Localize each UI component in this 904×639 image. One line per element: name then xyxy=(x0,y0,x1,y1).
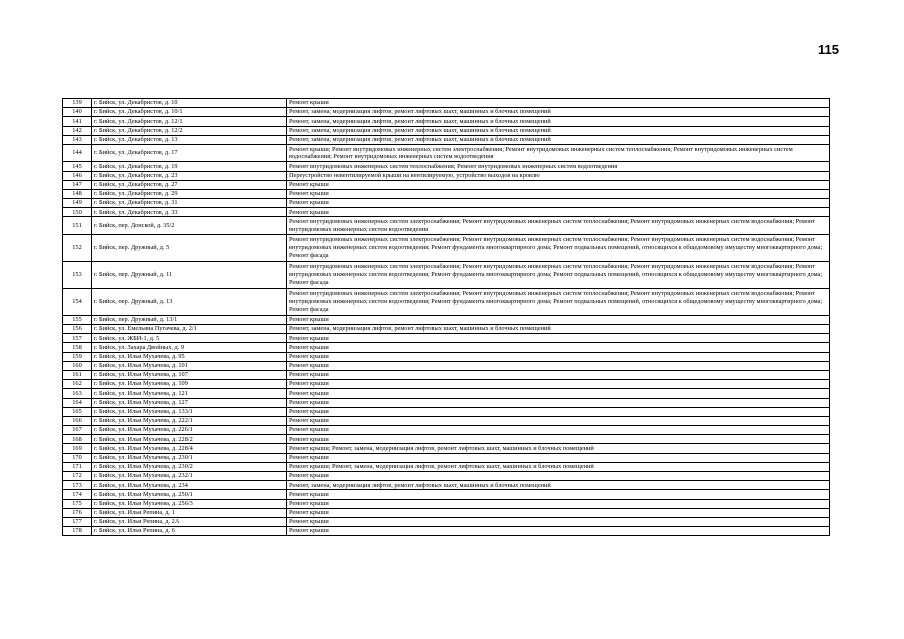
row-number-cell: 145 xyxy=(63,162,92,171)
address-cell: г. Бийск, ул. Ильи Мухачева, д. 228/2 xyxy=(92,435,287,444)
address-cell: г. Бийск, ул. Ильи Мухачева, д. 107 xyxy=(92,370,287,379)
work-type-cell: Ремонт, замена, модернизация лифтов, ремонт лифтовых шахт, машинных и блочных помещений xyxy=(287,117,830,126)
row-number-cell: 160 xyxy=(63,361,92,370)
address-cell: г. Бийск, ул. Ильи Мухачева, д. 133/1 xyxy=(92,407,287,416)
row-number-cell: 148 xyxy=(63,189,92,198)
table-row xyxy=(63,481,830,490)
table-row xyxy=(63,171,830,180)
table-row xyxy=(63,389,830,398)
table-row xyxy=(63,407,830,416)
row-number-cell: 142 xyxy=(63,126,92,135)
address-cell: г. Бийск, ул. Ильи Мухачева, д. 101 xyxy=(92,361,287,370)
table-row xyxy=(63,343,830,352)
table-row xyxy=(63,234,830,261)
address-cell: г. Бийск, ул. Ильи Репина, д. 2А xyxy=(92,517,287,526)
address-cell: г. Бийск, ул. Декабристов, д. 12/2 xyxy=(92,126,287,135)
row-number-cell: 156 xyxy=(63,325,92,334)
row-number-cell: 175 xyxy=(63,499,92,508)
table-row xyxy=(63,352,830,361)
address-cell: г. Бийск, ул. Декабристов, д. 31 xyxy=(92,199,287,208)
table-row xyxy=(63,261,830,288)
address-cell: г. Бийск, пер. Дружный, д. 13/1 xyxy=(92,315,287,324)
address-cell: г. Бийск, ул. Ильи Мухачева, д. 109 xyxy=(92,380,287,389)
table-row xyxy=(63,144,830,161)
work-type-cell: Ремонт крыши xyxy=(287,453,830,462)
address-cell: г. Бийск, ул. Ильи Мухачева, д. 127 xyxy=(92,398,287,407)
work-type-cell: Ремонт крыши xyxy=(287,189,830,198)
table-row xyxy=(63,517,830,526)
row-number-cell: 165 xyxy=(63,407,92,416)
table-row xyxy=(63,380,830,389)
work-type-cell: Ремонт крыши xyxy=(287,352,830,361)
row-number-cell: 167 xyxy=(63,426,92,435)
table-row xyxy=(63,108,830,117)
row-number-cell: 155 xyxy=(63,315,92,324)
row-number-cell: 151 xyxy=(63,217,92,234)
work-type-cell: Ремонт крыши xyxy=(287,208,830,217)
table-row xyxy=(63,453,830,462)
work-type-cell: Ремонт крыши xyxy=(287,361,830,370)
table-row xyxy=(63,315,830,324)
work-type-cell: Ремонт крыши xyxy=(287,334,830,343)
address-cell: г. Бийск, ул. Ильи Репина, д. 1 xyxy=(92,508,287,517)
work-type-cell: Ремонт, замена, модернизация лифтов, ремонт лифтовых шахт, машинных и блочных помещений xyxy=(287,481,830,490)
table-row xyxy=(63,490,830,499)
row-number-cell: 143 xyxy=(63,135,92,144)
address-cell: г. Бийск, ул. Декабристов, д. 12/1 xyxy=(92,117,287,126)
address-cell: г. Бийск, ул. Ильи Мухачева, д. 226/1 xyxy=(92,426,287,435)
address-cell: г. Бийск, ул. Декабристов, д. 27 xyxy=(92,180,287,189)
work-type-cell: Ремонт крыши xyxy=(287,99,830,108)
work-type-cell: Ремонт внутридомовых инженерных систем электроснабжения; Ремонт внутридомовых инженерных систем теплоснабжения; Ремонт внутридомовых инженерных систем водоснабжения; Ремонт внутридомовых инженерных систем водоотведения; Ремонт фундамента многоквартирного дома; Ремонт подвальных помещений, относящихся к общедомовому имуществу многоквартирного дома; Ремонт фасада xyxy=(287,234,830,261)
work-type-cell: Ремонт крыши xyxy=(287,380,830,389)
table-row xyxy=(63,508,830,517)
row-number-cell: 161 xyxy=(63,370,92,379)
address-cell: г. Бийск, ул. Декабристов, д. 33 xyxy=(92,208,287,217)
address-cell: г. Бийск, ул. Декабристов, д. 19 xyxy=(92,162,287,171)
row-number-cell: 146 xyxy=(63,171,92,180)
work-type-cell: Ремонт, замена, модернизация лифтов, ремонт лифтовых шахт, машинных и блочных помещений xyxy=(287,325,830,334)
work-type-cell: Ремонт крыши xyxy=(287,517,830,526)
row-number-cell: 144 xyxy=(63,144,92,161)
address-cell: г. Бийск, ул. Декабристов, д. 29 xyxy=(92,189,287,198)
repair-table xyxy=(62,98,830,536)
work-type-cell: Ремонт крыши xyxy=(287,508,830,517)
work-type-cell: Ремонт крыши xyxy=(287,426,830,435)
work-type-cell: Ремонт, замена, модернизация лифтов, ремонт лифтовых шахт, машинных и блочных помещений xyxy=(287,126,830,135)
row-number-cell: 158 xyxy=(63,343,92,352)
work-type-cell: Переустройство невентилируемой крыши на вентилируемую, устройство выходов на кровлю xyxy=(287,171,830,180)
work-type-cell: Ремонт внутридомовых инженерных систем электроснабжения; Ремонт внутридомовых инженерных систем теплоснабжения; Ремонт внутридомовых инженерных систем водоснабжения; Ремонт внутридомовых инженерных систем водоотведения; Ремонт фундамента многоквартирного дома; Ремонт подвальных помещений, относящихся к общедомовому имуществу многоквартирного дома; Ремонт фасада xyxy=(287,288,830,315)
work-type-cell: Ремонт крыши xyxy=(287,416,830,425)
table-row xyxy=(63,135,830,144)
address-cell: г. Бийск, ул. Ильи Мухачева, д. 234 xyxy=(92,481,287,490)
address-cell: г. Бийск, ул. Декабристов, д. 10 xyxy=(92,99,287,108)
work-type-cell: Ремонт крыши xyxy=(287,389,830,398)
row-number-cell: 176 xyxy=(63,508,92,517)
work-type-cell: Ремонт крыши xyxy=(287,398,830,407)
table-row xyxy=(63,189,830,198)
row-number-cell: 159 xyxy=(63,352,92,361)
row-number-cell: 140 xyxy=(63,108,92,117)
row-number-cell: 152 xyxy=(63,234,92,261)
work-type-cell: Ремонт внутридомовых инженерных систем теплоснабжения; Ремонт внутридомовых инженерных систем водоотведения xyxy=(287,162,830,171)
work-type-cell: Ремонт, замена, модернизация лифтов, ремонт лифтовых шахт, машинных и блочных помещений xyxy=(287,108,830,117)
table-row xyxy=(63,208,830,217)
row-number-cell: 170 xyxy=(63,453,92,462)
address-cell: г. Бийск, ул. Ильи Репина, д. 6 xyxy=(92,527,287,536)
table-row xyxy=(63,499,830,508)
address-cell: г. Бийск, ул. Ильи Мухачева, д. 232/1 xyxy=(92,472,287,481)
work-type-cell: Ремонт крыши xyxy=(287,490,830,499)
table-row xyxy=(63,527,830,536)
table-row xyxy=(63,288,830,315)
table-row xyxy=(63,199,830,208)
row-number-cell: 166 xyxy=(63,416,92,425)
row-number-cell: 164 xyxy=(63,398,92,407)
row-number-cell: 153 xyxy=(63,261,92,288)
table-row xyxy=(63,361,830,370)
address-cell: г. Бийск, пер. Донской, д. 35/2 xyxy=(92,217,287,234)
row-number-cell: 177 xyxy=(63,517,92,526)
row-number-cell: 172 xyxy=(63,472,92,481)
work-type-cell: Ремонт крыши xyxy=(287,435,830,444)
work-type-cell: Ремонт внутридомовых инженерных систем электроснабжения; Ремонт внутридомовых инженерных систем теплоснабжения; Ремонт внутридомовых инженерных систем водоснабжения; Ремонт внутридомовых инженерных систем водоотведения; Ремонт фундамента многоквартирного дома; Ремонт подвальных помещений, относящихся к общедомовому имуществу многоквартирного дома; Ремонт фасада xyxy=(287,261,830,288)
row-number-cell: 149 xyxy=(63,199,92,208)
work-type-cell: Ремонт крыши xyxy=(287,199,830,208)
address-cell: г. Бийск, ул. Декабристов, д. 13 xyxy=(92,135,287,144)
table-row xyxy=(63,180,830,189)
work-type-cell: Ремонт крыши xyxy=(287,180,830,189)
address-cell: г. Бийск, ул. Ильи Мухачева, д. 230/1 xyxy=(92,453,287,462)
row-number-cell: 141 xyxy=(63,117,92,126)
table-row xyxy=(63,162,830,171)
table-row xyxy=(63,325,830,334)
work-type-cell: Ремонт крыши; Ремонт внутридомовых инженерных систем электроснабжения; Ремонт внутридомовых инженерных систем теплоснабжения; Ремонт внутридомовых инженерных систем водоснабжения; Ремонт внутридомовых инженерных систем водоотведения xyxy=(287,144,830,161)
table-row xyxy=(63,334,830,343)
table-row xyxy=(63,435,830,444)
work-type-cell: Ремонт, замена, модернизация лифтов, ремонт лифтовых шахт, машинных и блочных помещений xyxy=(287,135,830,144)
address-cell: г. Бийск, ул. Ильи Мухачева, д. 256/3 xyxy=(92,499,287,508)
table-row xyxy=(63,370,830,379)
work-type-cell: Ремонт крыши; Ремонт, замена, модернизация лифтов, ремонт лифтовых шахт, машинных и блочных помещений xyxy=(287,444,830,453)
work-type-cell: Ремонт крыши xyxy=(287,499,830,508)
table-row xyxy=(63,416,830,425)
table-row xyxy=(63,126,830,135)
table-row xyxy=(63,426,830,435)
table-row xyxy=(63,217,830,234)
table-row xyxy=(63,444,830,453)
table-row xyxy=(63,117,830,126)
table-row xyxy=(63,99,830,108)
address-cell: г. Бийск, ул. Декабристов, д. 23 xyxy=(92,171,287,180)
work-type-cell: Ремонт крыши; Ремонт, замена, модернизация лифтов, ремонт лифтовых шахт, машинных и блочных помещений xyxy=(287,462,830,471)
table-row xyxy=(63,472,830,481)
address-cell: г. Бийск, ул. Ильи Мухачева, д. 222/1 xyxy=(92,416,287,425)
row-number-cell: 147 xyxy=(63,180,92,189)
row-number-cell: 163 xyxy=(63,389,92,398)
table-row xyxy=(63,398,830,407)
address-cell: г. Бийск, ул. ЖБИ-1, д. 5 xyxy=(92,334,287,343)
address-cell: г. Бийск, ул. Ильи Мухачева, д. 121 xyxy=(92,389,287,398)
row-number-cell: 178 xyxy=(63,527,92,536)
row-number-cell: 139 xyxy=(63,99,92,108)
row-number-cell: 157 xyxy=(63,334,92,343)
row-number-cell: 173 xyxy=(63,481,92,490)
address-cell: г. Бийск, ул. Ильи Мухачева, д. 250/1 xyxy=(92,490,287,499)
page-number: 115 xyxy=(818,42,839,57)
address-cell: г. Бийск, ул. Ильи Мухачева, д. 230/2 xyxy=(92,462,287,471)
repair-table-body xyxy=(63,99,830,536)
row-number-cell: 168 xyxy=(63,435,92,444)
address-cell: г. Бийск, пер. Дружный, д. 5 xyxy=(92,234,287,261)
row-number-cell: 174 xyxy=(63,490,92,499)
address-cell: г. Бийск, ул. Декабристов, д. 10/1 xyxy=(92,108,287,117)
row-number-cell: 150 xyxy=(63,208,92,217)
work-type-cell: Ремонт крыши xyxy=(287,407,830,416)
row-number-cell: 162 xyxy=(63,380,92,389)
work-type-cell: Ремонт крыши xyxy=(287,370,830,379)
address-cell: г. Бийск, ул. Ильи Мухачева, д. 228/4 xyxy=(92,444,287,453)
address-cell: г. Бийск, ул. Захара Двойных, д. 9 xyxy=(92,343,287,352)
address-cell: г. Бийск, ул. Емельяна Пугачева, д. 2/1 xyxy=(92,325,287,334)
address-cell: г. Бийск, пер. Дружный, д. 11 xyxy=(92,261,287,288)
address-cell: г. Бийск, ул. Декабристов, д. 17 xyxy=(92,144,287,161)
work-type-cell: Ремонт крыши xyxy=(287,315,830,324)
work-type-cell: Ремонт крыши xyxy=(287,527,830,536)
row-number-cell: 169 xyxy=(63,444,92,453)
work-type-cell: Ремонт крыши xyxy=(287,472,830,481)
address-cell: г. Бийск, ул. Ильи Мухачева, д. 95 xyxy=(92,352,287,361)
row-number-cell: 171 xyxy=(63,462,92,471)
work-type-cell: Ремонт внутридомовых инженерных систем электроснабжения; Ремонт внутридомовых инженерных систем теплоснабжения; Ремонт внутридомовых инженерных систем водоснабжения; Ремонт внутридомовых инженерных систем водоотведения xyxy=(287,217,830,234)
address-cell: г. Бийск, пер. Дружный, д. 13 xyxy=(92,288,287,315)
work-type-cell: Ремонт крыши xyxy=(287,343,830,352)
table-row xyxy=(63,462,830,471)
row-number-cell: 154 xyxy=(63,288,92,315)
